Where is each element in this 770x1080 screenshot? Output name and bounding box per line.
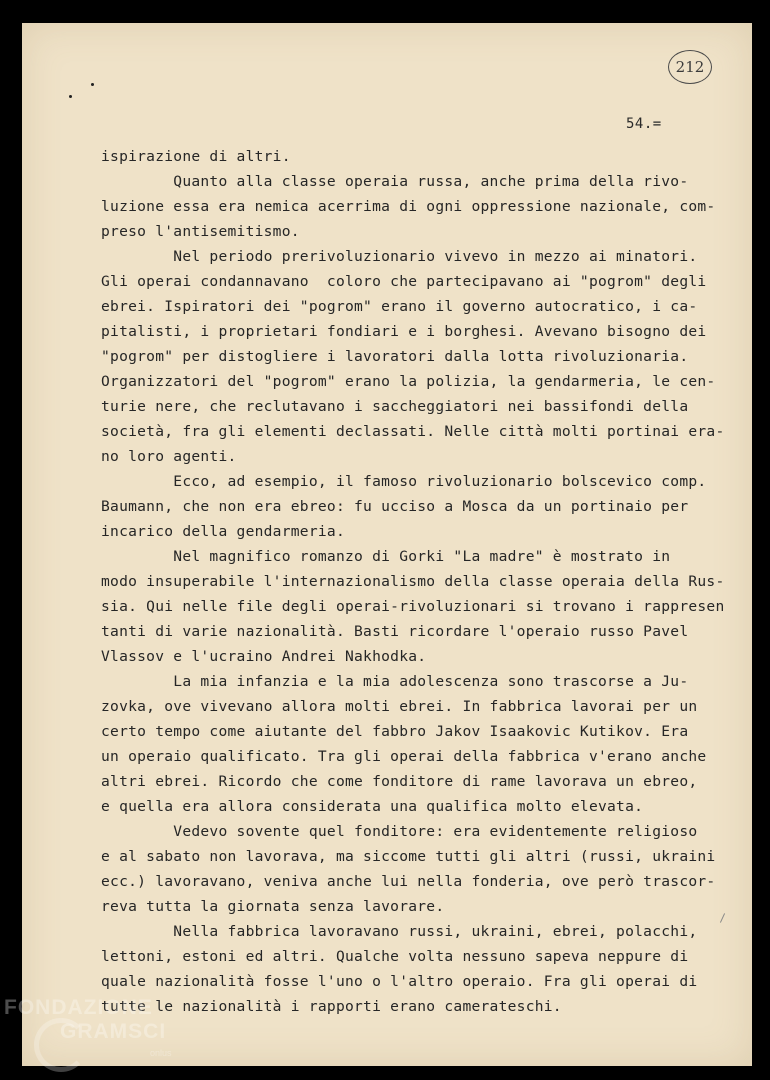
text-line: e quella era allora considerata una qualifica molto elevata. <box>101 798 644 815</box>
text-line: un operaio qualificato. Tra gli operai della fabbrica v'erano anche <box>101 748 707 765</box>
archive-stamp-number: 212 <box>675 58 705 76</box>
page-number: 54.= <box>626 116 662 132</box>
text-line: Nel periodo prerivoluzionario vivevo in mezzo ai minatori. <box>101 248 698 265</box>
text-line: ecc.) lavoravano, veniva anche lui nella fonderia, ove però trascor- <box>101 873 716 890</box>
text-line: Organizzatori del "pogrom" erano la polizia, la gendarmeria, le cen- <box>101 373 716 390</box>
text-line: zovka, ove vivevano allora molti ebrei. In fabbrica lavorai per un <box>101 698 698 715</box>
text-line: Gli operai condannavano coloro che partecipavano ai "pogrom" degli <box>101 273 707 290</box>
text-line: ispirazione di altri. <box>101 148 291 165</box>
text-line: "pogrom" per distogliere i lavoratori dalla lotta rivoluzionaria. <box>101 348 689 365</box>
text-line: sia. Qui nelle file degli operai-rivoluzionari si trovano i rappresen <box>101 598 725 615</box>
text-line: incarico della gendarmeria. <box>101 523 345 540</box>
watermark-line1: FONDAZIONE <box>4 996 153 1019</box>
text-line: tutte le nazionalità i rapporti erano camerateschi. <box>101 998 562 1015</box>
text-line: lettoni, estoni ed altri. Qualche volta nessuno sapeva neppure di <box>101 948 689 965</box>
text-line: società, fra gli elementi declassati. Nelle città molti portinai era- <box>101 423 725 440</box>
text-line: Vedevo sovente quel fonditore: era evidentemente religioso <box>101 823 698 840</box>
archive-stamp <box>668 50 712 84</box>
text-line: e al sabato non lavorava, ma siccome tutti gli altri (russi, ukraini <box>101 848 716 865</box>
text-line: Nella fabbrica lavoravano russi, ukraini, ebrei, polacchi, <box>101 923 698 940</box>
text-line: tanti di varie nazionalità. Basti ricordare l'operaio russo Pavel <box>101 623 689 640</box>
text-line: luzione essa era nemica acerrima di ogni oppressione nazionale, com- <box>101 198 716 215</box>
text-line: pitalisti, i proprietari fondiari e i borghesi. Avevano bisogno dei <box>101 323 707 340</box>
text-line: quale nazionalità fosse l'uno o l'altro operaio. Fra gli operai di <box>101 973 698 990</box>
watermark-line3: onlus <box>150 1048 172 1058</box>
text-line: Nel magnifico romanzo di Gorki "La madre" è mostrato in <box>101 548 671 565</box>
text-line: reva tutta la giornata senza lavorare. <box>101 898 445 915</box>
text-line: ebrei. Ispiratori dei "pogrom" erano il governo autocratico, i ca- <box>101 298 698 315</box>
text-line: preso l'antisemitismo. <box>101 223 300 240</box>
text-line: Vlassov e l'ucraino Andrei Nakhodka. <box>101 648 427 665</box>
text-line: Quanto alla classe operaia russa, anche prima della rivo- <box>101 173 689 190</box>
text-line: modo insuperabile l'internazionalismo della classe operaia della Rus- <box>101 573 725 590</box>
text-line: turie nere, che reclutavano i saccheggiatori nei bassifondi della <box>101 398 689 415</box>
text-line: Ecco, ad esempio, il famoso rivoluzionario bolscevico comp. <box>101 473 707 490</box>
pencil-mark <box>720 913 725 922</box>
text-line: no loro agenti. <box>101 448 237 465</box>
text-line: certo tempo come aiutante del fabbro Jakov Isaakovic Kutikov. Era <box>101 723 689 740</box>
ink-speck <box>69 95 72 98</box>
text-line: La mia infanzia e la mia adolescenza sono trascorse a Ju- <box>101 673 689 690</box>
typed-page <box>22 23 752 1066</box>
text-line: altri ebrei. Ricordo che come fonditore di rame lavorava un ebreo, <box>101 773 698 790</box>
watermark-line2: GRAMSCI <box>60 1020 167 1043</box>
ink-speck <box>91 83 94 86</box>
text-line: Baumann, che non era ebreo: fu ucciso a Mosca da un portinaio per <box>101 498 689 515</box>
